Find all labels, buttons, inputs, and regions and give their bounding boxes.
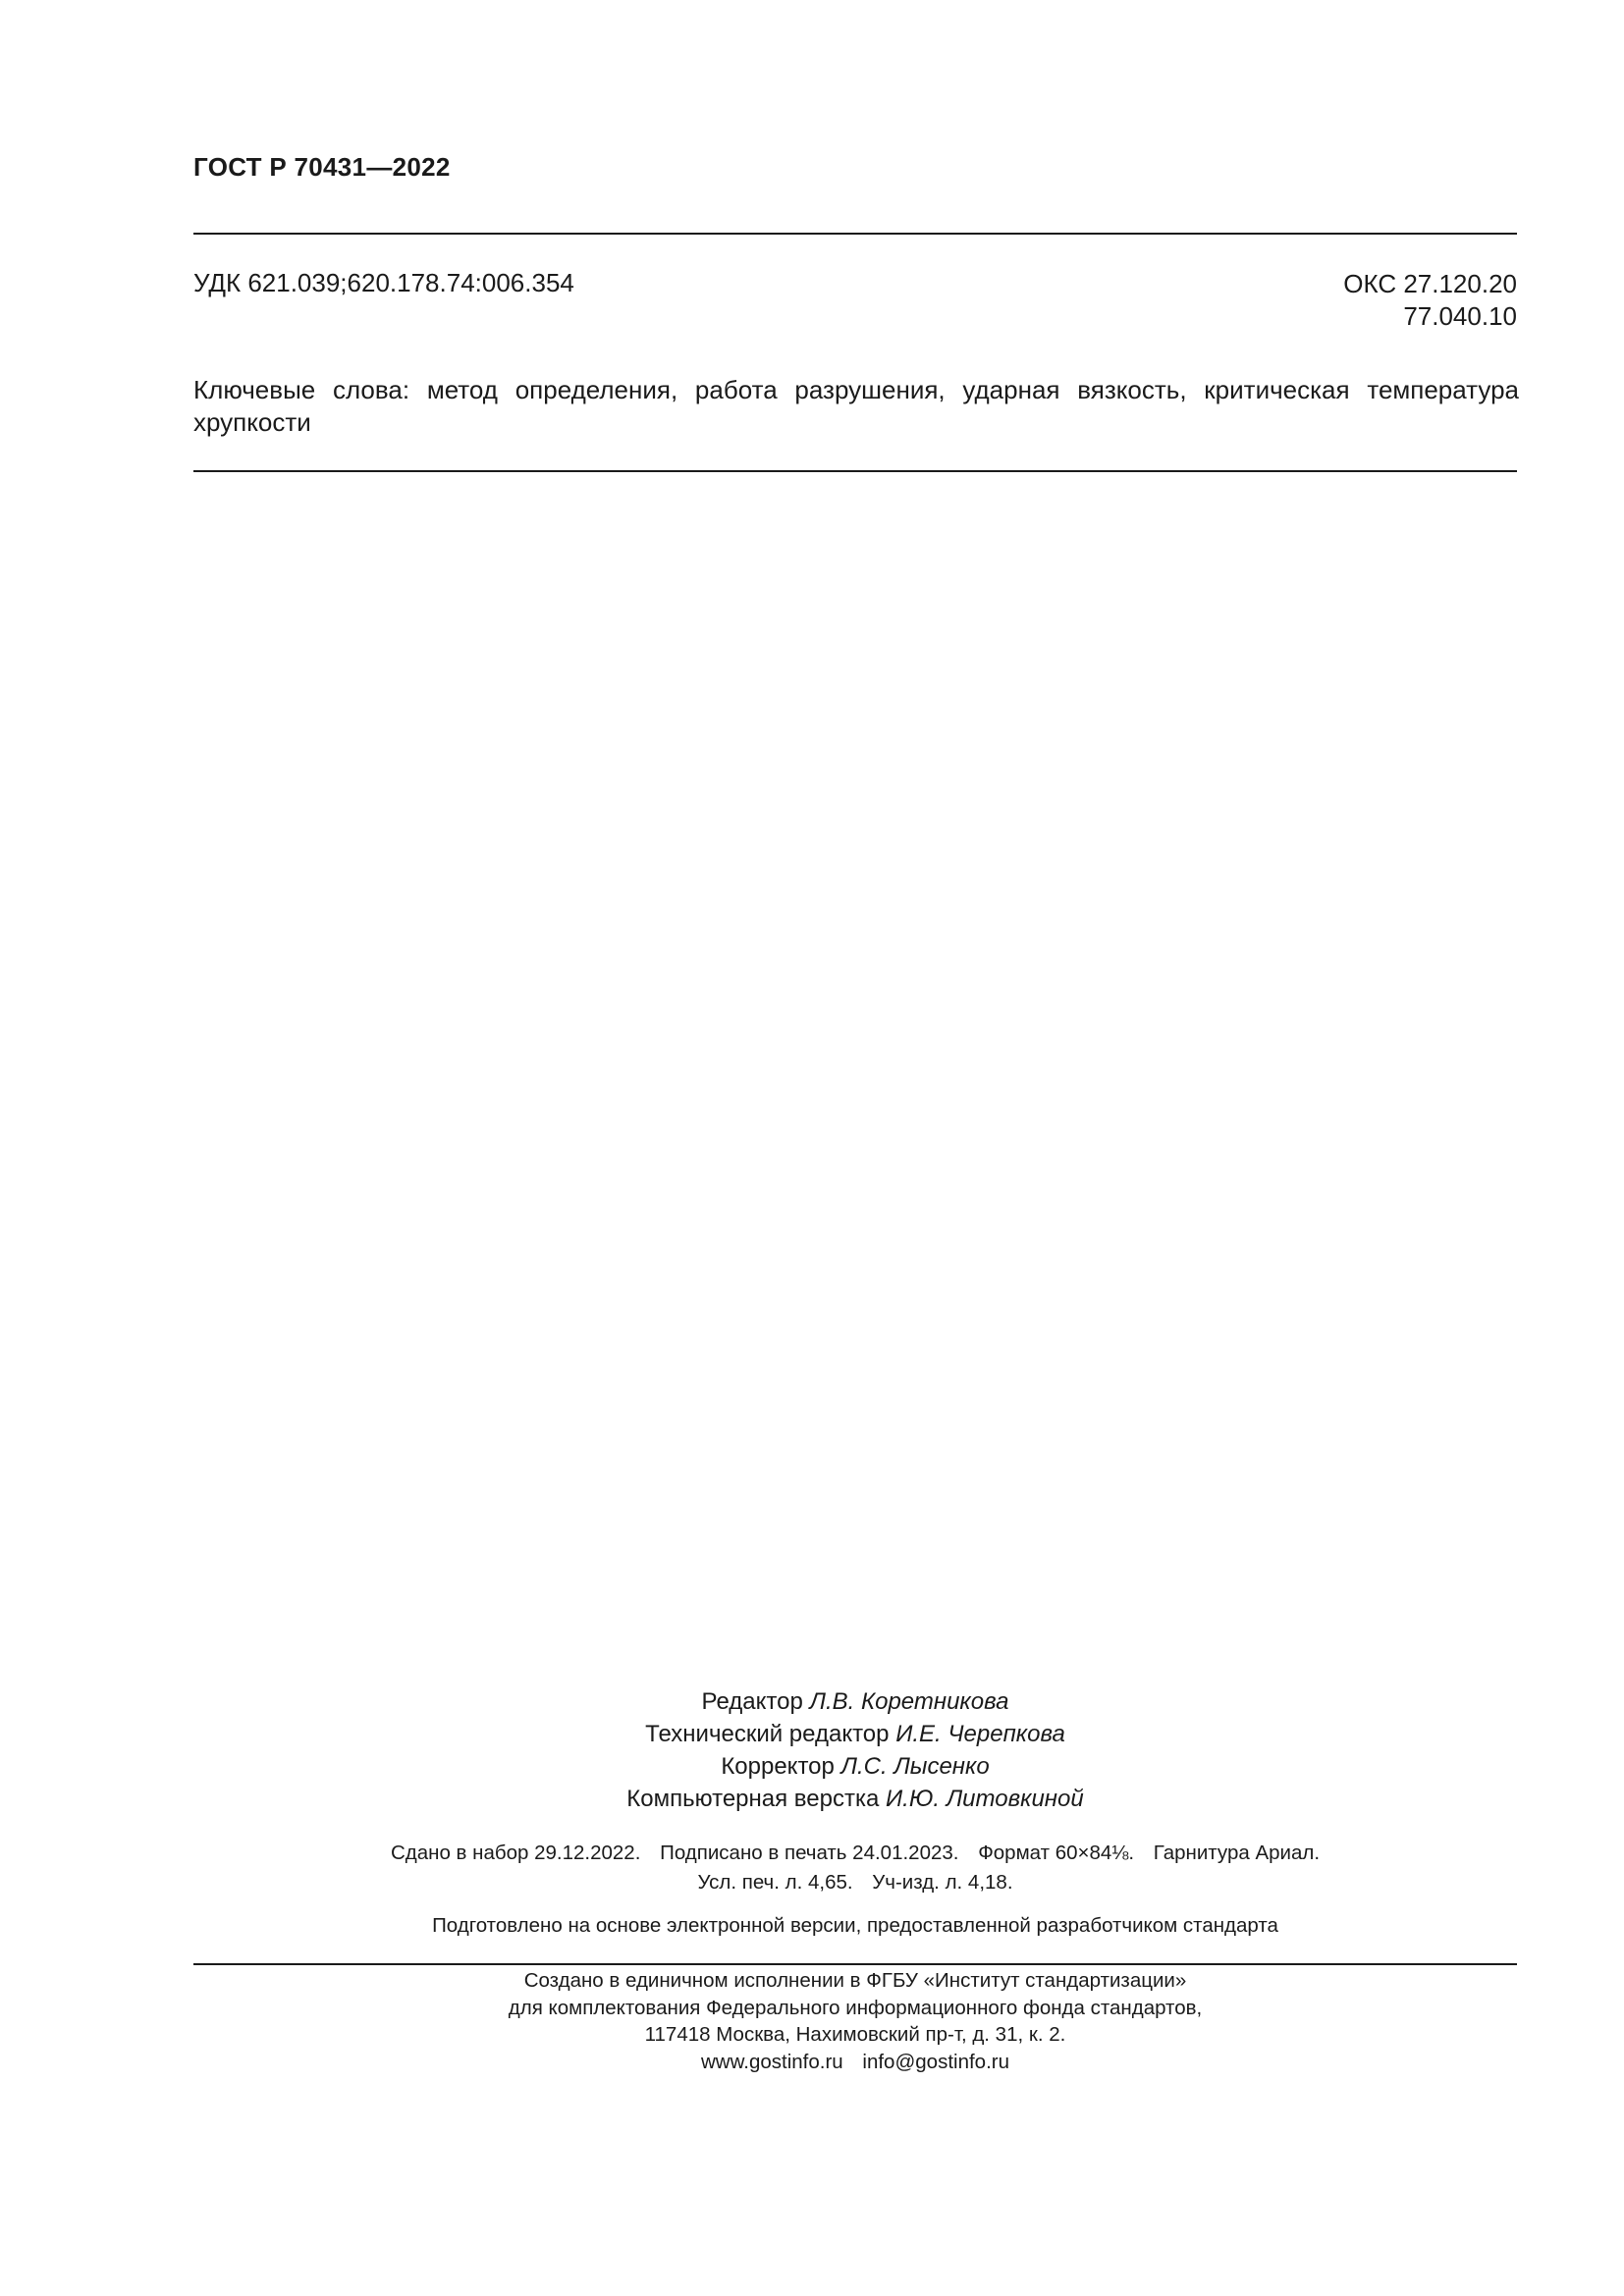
credit-role: Технический редактор	[645, 1721, 890, 1747]
top-divider	[193, 233, 1517, 235]
prepared-note: Подготовлено на основе электронной версии, предоставленной разработчиком стандарта	[432, 1914, 1278, 1937]
footer-line-1: Создано в единичном исполнении в ФГБУ «Институт стандартизации»	[523, 1969, 1187, 1992]
imprint-line-1	[193, 1839, 1517, 1868]
publisher-footer	[193, 1967, 1517, 2075]
oks-code-secondary: 77.040.10	[1403, 301, 1517, 331]
credit-role: Компьютерная верстка	[626, 1786, 880, 1812]
footer-divider	[193, 1963, 1517, 1965]
imprint-details	[193, 1839, 1517, 1897]
imprint-submitted: Сдано в набор 29.12.2022.	[390, 1842, 641, 1864]
credit-name: Л.В. Коретникова	[809, 1688, 1009, 1715]
imprint-print-sheets: Усл. печ. л. 4,65.	[697, 1871, 853, 1894]
credit-name: И.Е. Черепкова	[895, 1721, 1065, 1747]
imprint-signed: Подписано в печать 24.01.2023.	[660, 1842, 959, 1864]
credit-role: Редактор	[701, 1688, 803, 1715]
oks-codes	[1343, 268, 1517, 333]
credit-layout	[193, 1783, 1517, 1815]
footer-line-2: для комплектования Федерального информационного фонда стандартов,	[508, 1996, 1203, 2019]
imprint-publisher-sheets: Уч-изд. л. 4,18.	[872, 1871, 1013, 1894]
footer-contacts	[193, 2049, 1517, 2076]
credit-proofreader	[193, 1750, 1517, 1783]
credit-name: Л.С. Лысенко	[840, 1753, 990, 1780]
credit-role: Корректор	[721, 1753, 835, 1780]
imprint-format: Формат 60×84⅛.	[978, 1842, 1135, 1864]
credit-name: И.Ю. Литовкиной	[886, 1786, 1084, 1812]
udk-code: УДК 621.039;620.178.74:006.354	[193, 268, 574, 297]
document-code: ГОСТ Р 70431—2022	[193, 152, 451, 182]
keywords: Ключевые слова: метод определения, работа разрушения, ударная вязкость, критическая температура хрупкости	[193, 375, 1519, 437]
oks-code-primary: ОКС 27.120.20	[1343, 269, 1517, 298]
footer-website: www.gostinfo.ru	[701, 2050, 843, 2073]
footer-address: 117418 Москва, Нахимовский пр-т, д. 31, к. 2.	[644, 2023, 1066, 2046]
imprint-typeface: Гарнитура Ариал.	[1153, 1842, 1321, 1864]
credit-editor	[193, 1685, 1517, 1718]
footer-email: info@gostinfo.ru	[862, 2050, 1009, 2073]
imprint-line-2	[193, 1868, 1517, 1897]
editorial-credits	[193, 1685, 1517, 1815]
keywords-divider	[193, 470, 1517, 472]
credit-technical-editor	[193, 1718, 1517, 1750]
